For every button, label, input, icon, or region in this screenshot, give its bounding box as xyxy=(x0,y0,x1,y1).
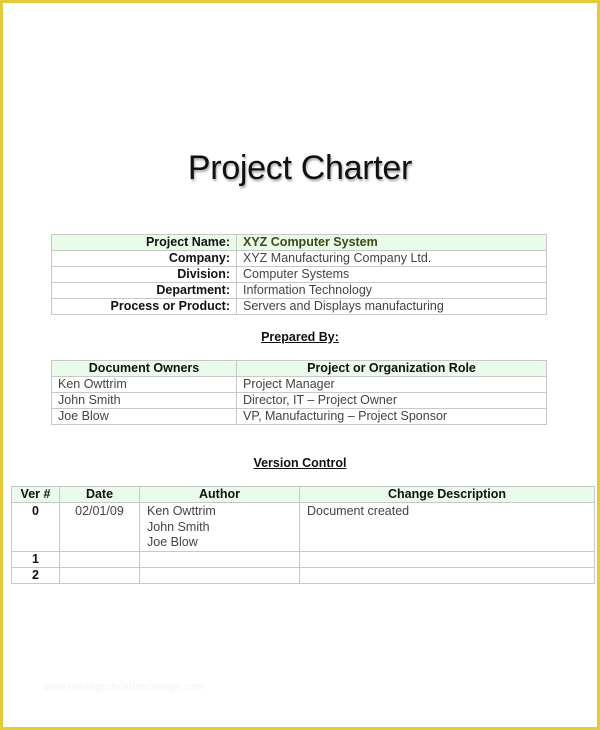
document-owners-table xyxy=(51,360,547,425)
prepared-by-heading: Prepared By: xyxy=(261,330,339,344)
version-control-heading: Version Control xyxy=(253,456,347,470)
version-control-table xyxy=(11,486,595,584)
column-header-author: Author xyxy=(140,487,300,503)
version-number: 2 xyxy=(12,568,60,584)
project-name-label: Project Name: xyxy=(52,235,237,251)
author-name: Ken Owttrim xyxy=(147,504,216,518)
project-name-value: XYZ Computer System xyxy=(237,235,547,251)
project-info-table xyxy=(51,234,547,315)
department-label: Department: xyxy=(52,283,237,299)
column-header-date: Date xyxy=(60,487,140,503)
version-date xyxy=(60,552,140,568)
version-number: 0 xyxy=(12,503,60,552)
version-authors xyxy=(140,568,300,584)
table-row xyxy=(12,503,595,552)
owner-name: Joe Blow xyxy=(52,409,237,425)
table-row xyxy=(52,377,547,393)
version-description xyxy=(300,552,595,568)
owner-role: VP, Manufacturing – Project Sponsor xyxy=(237,409,547,425)
version-date: 02/01/09 xyxy=(60,503,140,552)
document-title: Project Charter xyxy=(187,149,413,187)
process-value: Servers and Displays manufacturing xyxy=(237,299,547,315)
table-header-row xyxy=(52,361,547,377)
table-row xyxy=(12,568,595,584)
author-name: Joe Blow xyxy=(147,535,198,549)
version-authors xyxy=(140,503,300,552)
division-value: Computer Systems xyxy=(237,267,547,283)
version-description xyxy=(300,568,595,584)
owner-role: Director, IT – Project Owner xyxy=(237,393,547,409)
department-value: Information Technology xyxy=(237,283,547,299)
table-row xyxy=(52,409,547,425)
table-row xyxy=(52,299,547,315)
version-authors xyxy=(140,552,300,568)
table-row xyxy=(12,552,595,568)
company-value: XYZ Manufacturing Company Ltd. xyxy=(237,251,547,267)
owner-name: John Smith xyxy=(52,393,237,409)
table-row xyxy=(52,283,547,299)
column-header-owners: Document Owners xyxy=(52,361,237,377)
column-header-ver: Ver # xyxy=(12,487,60,503)
column-header-change-description: Change Description xyxy=(300,487,595,503)
author-name: John Smith xyxy=(147,519,210,534)
version-date xyxy=(60,568,140,584)
table-row xyxy=(52,267,547,283)
watermark-text: www.heritagechristiancollege.com xyxy=(43,682,204,693)
company-label: Company: xyxy=(52,251,237,267)
owner-role: Project Manager xyxy=(237,377,547,393)
table-row xyxy=(52,393,547,409)
division-label: Division: xyxy=(52,267,237,283)
owner-name: Ken Owttrim xyxy=(52,377,237,393)
table-header-row xyxy=(12,487,595,503)
version-number: 1 xyxy=(12,552,60,568)
version-description: Document created xyxy=(300,503,595,552)
table-row xyxy=(52,251,547,267)
table-row xyxy=(52,235,547,251)
process-label: Process or Product: xyxy=(52,299,237,315)
column-header-role: Project or Organization Role xyxy=(237,361,547,377)
